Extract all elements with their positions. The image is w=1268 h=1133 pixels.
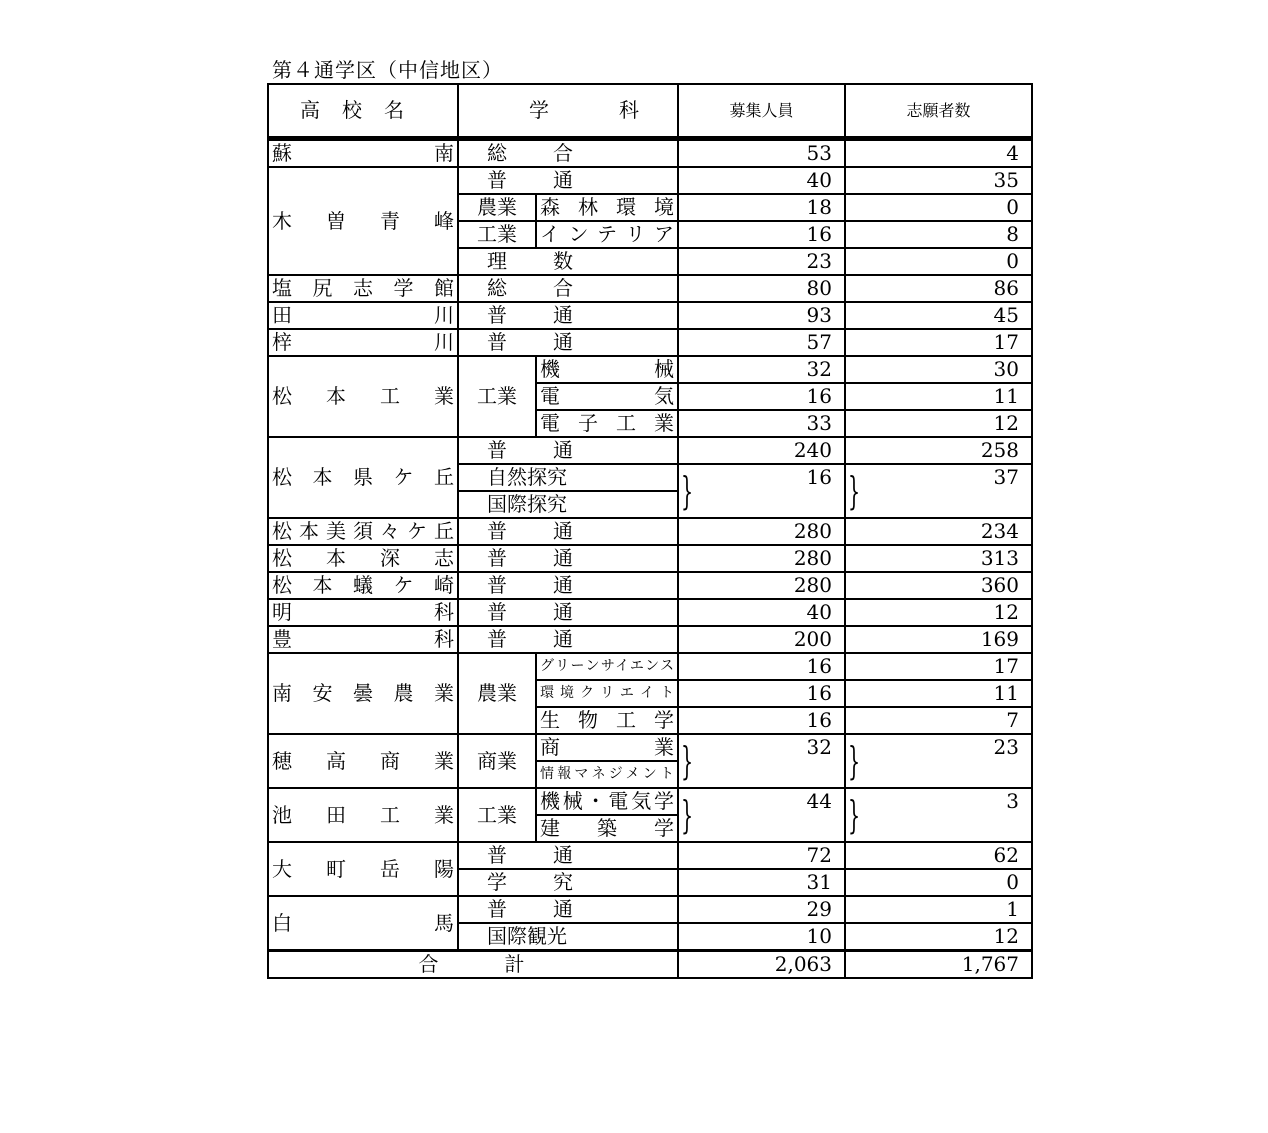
applicants-text: 3	[1006, 789, 1019, 813]
applicants-value	[845, 869, 1032, 896]
applicants-value	[845, 923, 1032, 951]
capacity-text: 72	[806, 843, 832, 867]
table-row	[268, 356, 1032, 383]
capacity-value	[678, 923, 845, 951]
course-name: 国際観光	[458, 923, 678, 951]
table-row	[268, 139, 1032, 168]
course-major: 工業	[458, 788, 536, 842]
capacity-text: 23	[806, 249, 832, 273]
course-name: 普通	[458, 896, 678, 923]
applicants-text: 37	[993, 465, 1019, 489]
course-name: 学究	[458, 869, 678, 896]
capacity-text: 16	[806, 222, 832, 246]
course-name: 普通	[458, 626, 678, 653]
applicants-text: 7	[1006, 708, 1019, 732]
table-body	[268, 139, 1032, 951]
applicants-value	[845, 437, 1032, 464]
school-name: 池田工業	[268, 788, 458, 842]
capacity-value	[678, 167, 845, 194]
applicants-text: 4	[1006, 141, 1019, 165]
capacity-value	[678, 626, 845, 653]
course-major: 工業	[458, 356, 536, 437]
table-row	[268, 599, 1032, 626]
school-name: 松本蟻ケ崎	[268, 572, 458, 599]
school-name: 木曽青峰	[268, 167, 458, 275]
course-name: 普通	[458, 437, 678, 464]
capacity-value	[678, 572, 845, 599]
applicants-value	[845, 896, 1032, 923]
applicants-text: 17	[993, 330, 1019, 354]
capacity-value	[678, 221, 845, 248]
table-row	[268, 842, 1032, 869]
applicants-value	[845, 788, 1032, 842]
capacity-text: 10	[806, 924, 832, 948]
capacity-text: 16	[806, 654, 832, 678]
applicants-value	[845, 545, 1032, 572]
table-row	[268, 167, 1032, 194]
applicants-text: 11	[993, 681, 1019, 705]
applicants-text: 1	[1006, 897, 1019, 921]
capacity-value	[678, 329, 845, 356]
capacity-value	[678, 302, 845, 329]
applicants-text: 313	[980, 546, 1019, 570]
table-row	[268, 788, 1032, 815]
table-row	[268, 275, 1032, 302]
applicants-text: 62	[993, 843, 1019, 867]
table-row	[268, 545, 1032, 572]
capacity-text: 93	[806, 303, 832, 327]
applicants-text: 12	[993, 411, 1019, 435]
school-name: 松本県ケ丘	[268, 437, 458, 518]
school-name: 松本工業	[268, 356, 458, 437]
course-name: 普通	[458, 842, 678, 869]
course-name: 総合	[458, 139, 678, 168]
capacity-text: 280	[793, 573, 832, 597]
capacity-value	[678, 248, 845, 275]
course-name: 普通	[458, 167, 678, 194]
capacity-text: 280	[793, 546, 832, 570]
capacity-text: 18	[806, 195, 832, 219]
course-name: 普通	[458, 302, 678, 329]
capacity-value	[678, 842, 845, 869]
table-row	[268, 329, 1032, 356]
header-course: 学科	[458, 84, 678, 139]
applicants-value	[845, 464, 1032, 518]
course-name: 理数	[458, 248, 678, 275]
capacity-text: 240	[793, 438, 832, 462]
applicants-text: 0	[1006, 195, 1019, 219]
course-sub: インテリア	[536, 221, 678, 248]
course-sub: 機械・電気学	[536, 788, 678, 815]
course-sub: 生物工学	[536, 707, 678, 734]
capacity-value	[678, 653, 845, 680]
applicants-value	[845, 599, 1032, 626]
school-name: 南安曇農業	[268, 653, 458, 734]
applicants-text: 35	[993, 168, 1019, 192]
school-name: 蘇南	[268, 139, 458, 168]
applicants-value	[845, 221, 1032, 248]
capacity-text: 16	[806, 384, 832, 408]
school-name: 大町岳陽	[268, 842, 458, 896]
table-row	[268, 572, 1032, 599]
total-label: 合計	[268, 951, 678, 979]
applicants-value	[845, 707, 1032, 734]
applicants-text: 11	[993, 384, 1019, 408]
page-title: 第４通学区（中信地区）	[272, 58, 503, 82]
applicants-value	[845, 139, 1032, 168]
course-name: 自然探究	[458, 464, 678, 491]
applicants-text: 45	[993, 303, 1019, 327]
applicants-value	[845, 356, 1032, 383]
total-row	[268, 951, 1032, 979]
school-name: 豊科	[268, 626, 458, 653]
school-name: 明科	[268, 599, 458, 626]
table-row	[268, 302, 1032, 329]
course-sub: 建築学	[536, 815, 678, 842]
applicants-value	[845, 842, 1032, 869]
capacity-value	[678, 356, 845, 383]
school-name: 梓川	[268, 329, 458, 356]
table-row	[268, 896, 1032, 923]
school-name: 田川	[268, 302, 458, 329]
applicants-value	[845, 518, 1032, 545]
brace-icon: }	[681, 469, 694, 513]
school-name: 穂高商業	[268, 734, 458, 788]
capacity-value	[678, 734, 845, 788]
applicants-text: 23	[993, 735, 1019, 759]
applicants-value	[845, 248, 1032, 275]
capacity-text: 280	[793, 519, 832, 543]
capacity-text: 29	[806, 897, 832, 921]
course-major: 農業	[458, 653, 536, 734]
capacity-text: 32	[806, 357, 832, 381]
applicants-value	[845, 653, 1032, 680]
total-capacity: 2,063	[678, 951, 845, 979]
capacity-value	[678, 788, 845, 842]
course-name: 普通	[458, 572, 678, 599]
table-row	[268, 626, 1032, 653]
capacity-text: 44	[806, 789, 832, 813]
course-major: 工業	[458, 221, 536, 248]
header-school: 高校名	[268, 84, 458, 139]
course-sub: 森林環境	[536, 194, 678, 221]
applicants-value	[845, 194, 1032, 221]
capacity-value	[678, 464, 845, 518]
course-name: 普通	[458, 599, 678, 626]
course-sub: グリーンサイエンス	[536, 653, 678, 680]
capacity-value	[678, 896, 845, 923]
capacity-text: 80	[806, 276, 832, 300]
applicants-value	[845, 626, 1032, 653]
applicants-text: 30	[993, 357, 1019, 381]
applicants-text: 12	[993, 600, 1019, 624]
course-sub: 電気	[536, 383, 678, 410]
header-capacity: 募集人員	[678, 84, 845, 139]
applicants-text: 258	[980, 438, 1019, 462]
course-name: 総合	[458, 275, 678, 302]
brace-icon: }	[848, 793, 861, 837]
capacity-value	[678, 869, 845, 896]
capacity-text: 32	[806, 735, 832, 759]
header-applicants: 志願者数	[845, 84, 1032, 139]
capacity-value	[678, 518, 845, 545]
school-name: 松本美須々ケ丘	[268, 518, 458, 545]
brace-icon: }	[681, 739, 694, 783]
capacity-value	[678, 680, 845, 707]
capacity-value	[678, 599, 845, 626]
brace-icon: }	[848, 469, 861, 513]
capacity-value	[678, 383, 845, 410]
capacity-text: 200	[793, 627, 832, 651]
capacity-text: 16	[806, 708, 832, 732]
applicants-text: 86	[993, 276, 1019, 300]
course-major: 商業	[458, 734, 536, 788]
applicants-text: 360	[980, 573, 1019, 597]
applicants-value	[845, 275, 1032, 302]
applicants-value	[845, 383, 1032, 410]
applicants-text: 0	[1006, 249, 1019, 273]
applicants-value	[845, 572, 1032, 599]
school-name: 塩尻志学館	[268, 275, 458, 302]
capacity-text: 53	[806, 141, 832, 165]
capacity-value	[678, 139, 845, 168]
course-sub: 電子工業	[536, 410, 678, 437]
school-name: 松本深志	[268, 545, 458, 572]
total-applicants: 1,767	[845, 951, 1032, 979]
applicants-text: 17	[993, 654, 1019, 678]
applicants-text: 12	[993, 924, 1019, 948]
capacity-text: 57	[806, 330, 832, 354]
table-row	[268, 653, 1032, 680]
course-major: 農業	[458, 194, 536, 221]
applicants-text: 0	[1006, 870, 1019, 894]
applicants-text: 169	[980, 627, 1019, 651]
course-name: 普通	[458, 545, 678, 572]
table-row	[268, 518, 1032, 545]
course-sub: 機械	[536, 356, 678, 383]
applicants-table	[267, 83, 1033, 979]
applicants-value	[845, 329, 1032, 356]
course-sub: 環境クリエイト	[536, 680, 678, 707]
course-name: 普通	[458, 518, 678, 545]
applicants-value	[845, 167, 1032, 194]
applicants-value	[845, 680, 1032, 707]
applicants-text: 234	[980, 519, 1019, 543]
table-row	[268, 437, 1032, 464]
course-name: 国際探究	[458, 491, 678, 518]
capacity-value	[678, 410, 845, 437]
capacity-text: 40	[806, 168, 832, 192]
course-sub: 情報マネジメント	[536, 761, 678, 788]
capacity-text: 33	[806, 411, 832, 435]
header-row	[268, 84, 1032, 139]
course-sub: 商業	[536, 734, 678, 761]
applicants-text: 8	[1006, 222, 1019, 246]
capacity-value	[678, 275, 845, 302]
capacity-text: 16	[806, 465, 832, 489]
capacity-value	[678, 437, 845, 464]
applicants-value	[845, 410, 1032, 437]
capacity-value	[678, 545, 845, 572]
applicants-value	[845, 734, 1032, 788]
capacity-text: 16	[806, 681, 832, 705]
capacity-text: 40	[806, 600, 832, 624]
capacity-text: 31	[806, 870, 832, 894]
capacity-value	[678, 194, 845, 221]
table-row	[268, 734, 1032, 761]
school-name: 白馬	[268, 896, 458, 951]
applicants-value	[845, 302, 1032, 329]
brace-icon: }	[848, 739, 861, 783]
brace-icon: }	[681, 793, 694, 837]
course-name: 普通	[458, 329, 678, 356]
capacity-value	[678, 707, 845, 734]
